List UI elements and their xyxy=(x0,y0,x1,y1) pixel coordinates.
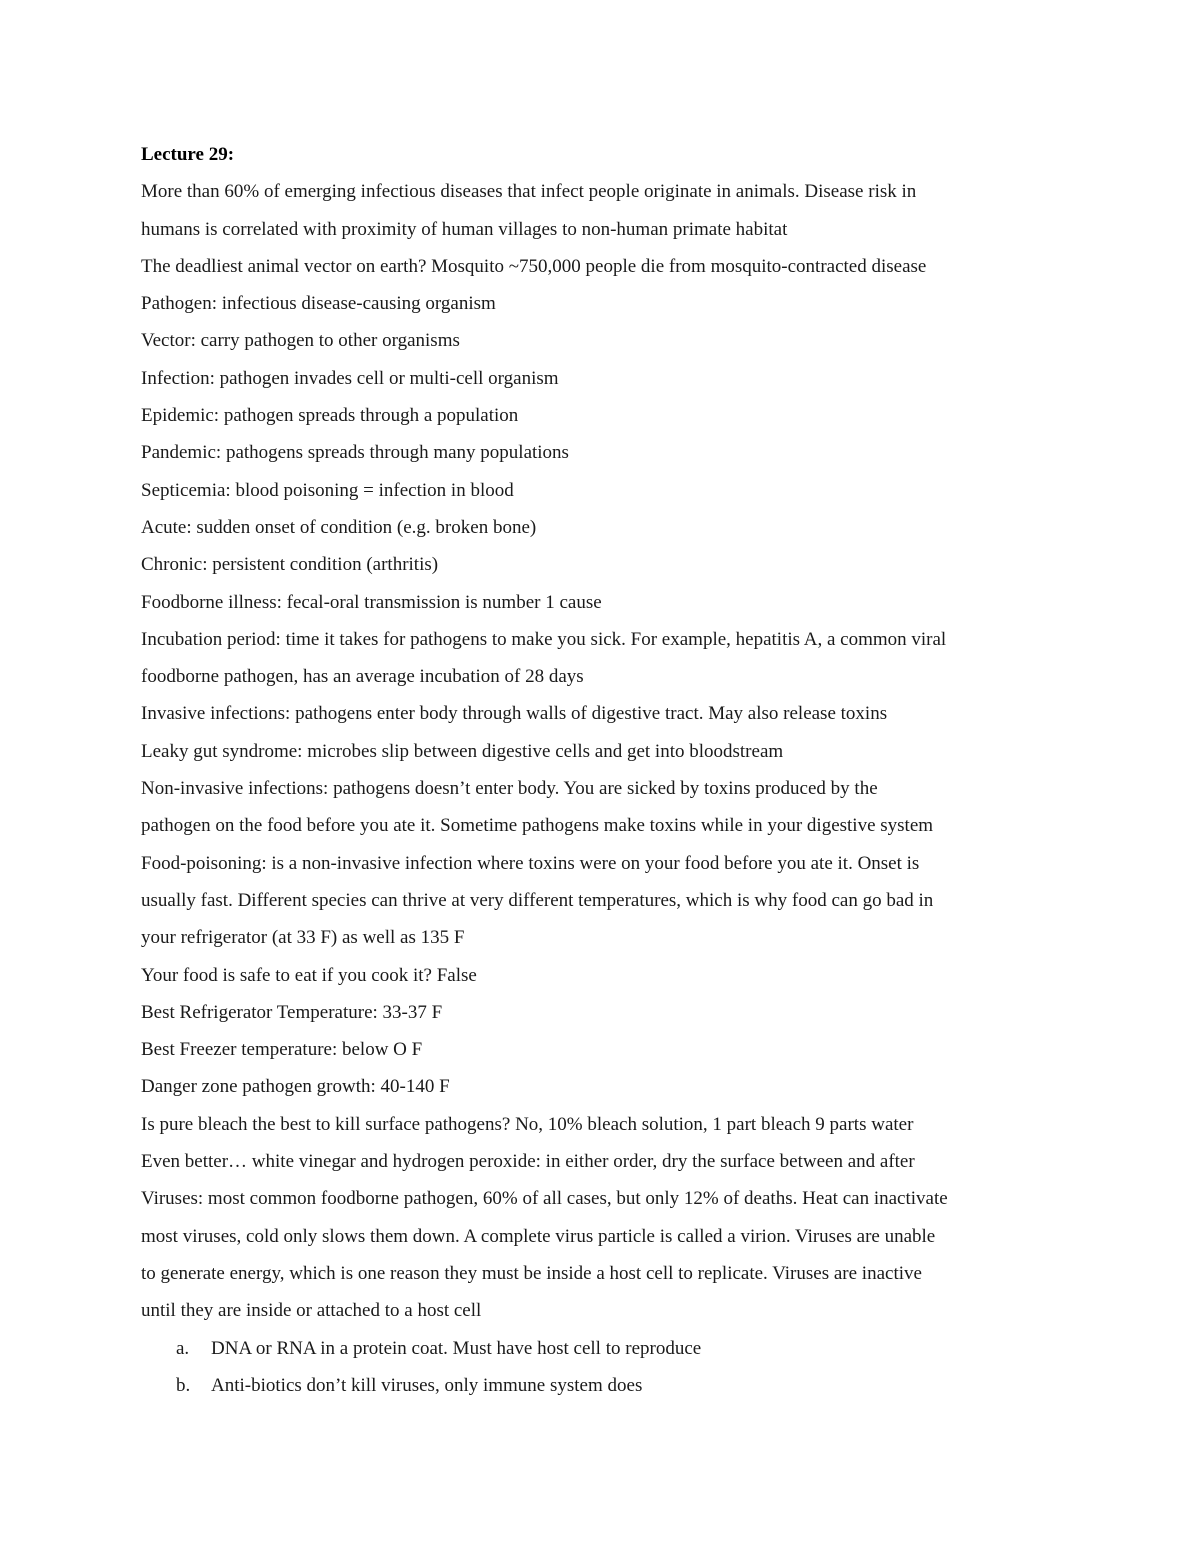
text-line: Even better… white vinegar and hydrogen peroxide: in either order, dry the surface between and after xyxy=(141,1151,915,1173)
list-item xyxy=(141,1367,1071,1404)
text-line: Food-poisoning: is a non-invasive infection where toxins were on your food before you ate it. Onset is xyxy=(141,852,920,874)
text-line: Viruses: most common foodborne pathogen, 60% of all cases, but only 12% of deaths. Heat can inactivate xyxy=(141,1188,948,1210)
list-marker: a. xyxy=(176,1337,190,1359)
text-line: Danger zone pathogen growth: 40-140 F xyxy=(141,1076,450,1098)
text-line: Best Refrigerator Temperature: 33-37 F xyxy=(141,1001,443,1023)
text-line: Invasive infections: pathogens enter body through walls of digestive tract. May also release toxins xyxy=(141,703,888,725)
text-line: pathogen on the food before you ate it. Sometime pathogens make toxins while in your digestive system xyxy=(141,815,934,837)
text-line: to generate energy, which is one reason they must be inside a host cell to replicate. Viruses are inactive xyxy=(141,1262,922,1284)
text-line: Chronic: persistent condition (arthritis) xyxy=(141,554,439,576)
text-line: humans is correlated with proximity of human villages to non-human primate habitat xyxy=(141,218,788,240)
text-line: Septicemia: blood poisoning = infection in blood xyxy=(141,479,514,501)
text-line: Pathogen: infectious disease-causing organism xyxy=(141,293,496,315)
document-body xyxy=(141,136,1071,1404)
text-line: Non-invasive infections: pathogens doesn’t enter body. You are sicked by toxins produced by the xyxy=(141,778,878,800)
list-marker: b. xyxy=(176,1374,191,1396)
text-line: Pandemic: pathogens spreads through many populations xyxy=(141,442,569,464)
text-line: Best Freezer temperature: below O F xyxy=(141,1039,423,1061)
text-line: foodborne pathogen, has an average incubation of 28 days xyxy=(141,666,584,688)
text-line: your refrigerator (at 33 F) as well as 135 F xyxy=(141,927,465,949)
text-line: Leaky gut syndrome: microbes slip between digestive cells and get into bloodstream xyxy=(141,740,784,762)
list-item xyxy=(141,1330,1071,1367)
list-item-text: DNA or RNA in a protein coat. Must have host cell to reproduce xyxy=(211,1337,702,1359)
lecture-heading: Lecture 29: xyxy=(141,144,235,165)
list-item-text: Anti-biotics don’t kill viruses, only immune system does xyxy=(211,1374,643,1396)
text-line: Infection: pathogen invades cell or multi-cell organism xyxy=(141,367,559,389)
virus-facts-list xyxy=(141,1330,1071,1405)
text-line: Foodborne illness: fecal-oral transmission is number 1 cause xyxy=(141,591,602,613)
text-line: Incubation period: time it takes for pathogens to make you sick. For example, hepatitis A, a common viral xyxy=(141,628,947,650)
text-line: usually fast. Different species can thrive at very different temperatures, which is why food can go bad in xyxy=(141,889,934,911)
text-line: The deadliest animal vector on earth? Mosquito ~750,000 people die from mosquito-contracted disease xyxy=(141,255,927,277)
text-line: Your food is safe to eat if you cook it? False xyxy=(141,964,477,986)
text-line: Vector: carry pathogen to other organisms xyxy=(141,330,460,352)
text-line: most viruses, cold only slows them down. A complete virus particle is called a virion. Viruses are unable xyxy=(141,1225,936,1247)
text-line: Epidemic: pathogen spreads through a population xyxy=(141,405,519,427)
text-line: Acute: sudden onset of condition (e.g. broken bone) xyxy=(141,516,537,538)
text-line: until they are inside or attached to a host cell xyxy=(141,1300,482,1322)
text-line: More than 60% of emerging infectious diseases that infect people originate in animals. Disease risk in xyxy=(141,181,917,203)
text-line: Is pure bleach the best to kill surface pathogens? No, 10% bleach solution, 1 part bleach 9 parts water xyxy=(141,1113,914,1135)
